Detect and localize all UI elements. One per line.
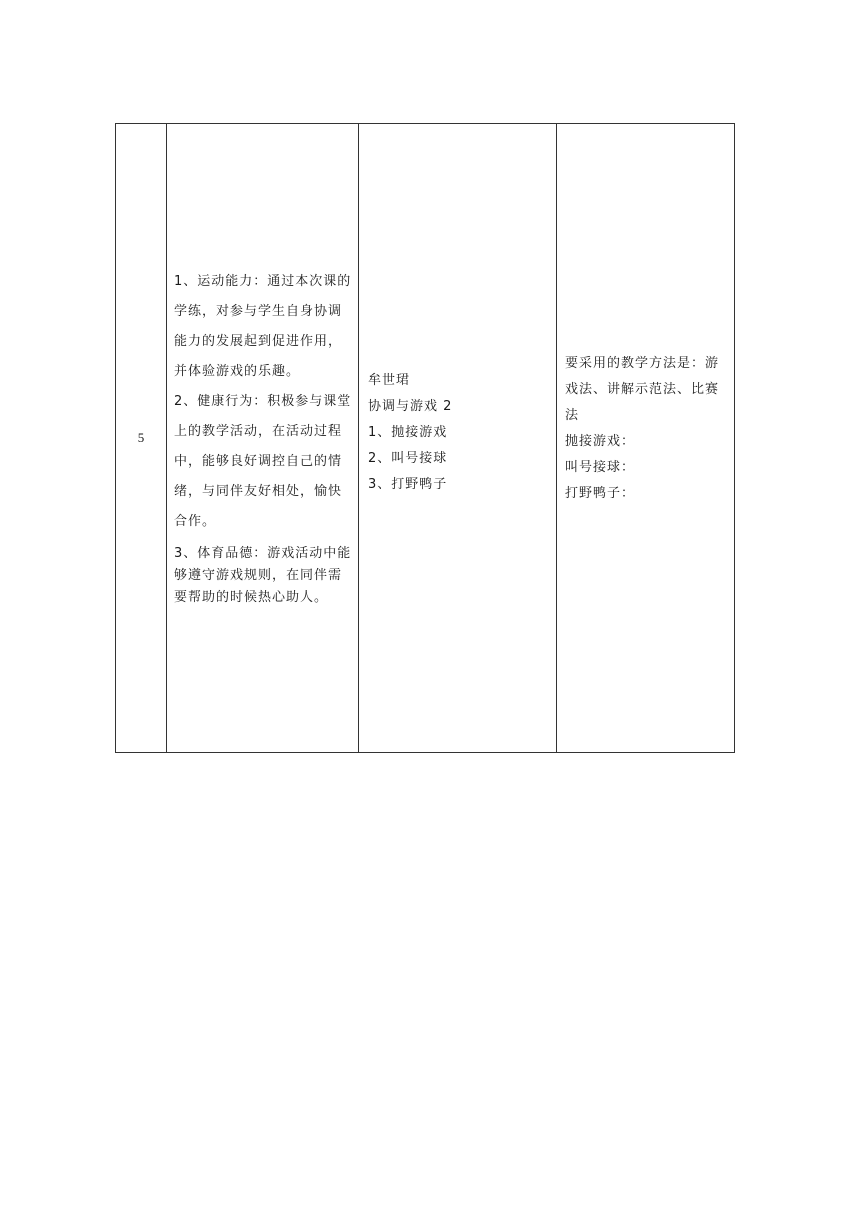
goal-health-behavior: 2、健康行为：积极参与课堂上的教学活动，在活动过程中，能够良好调控自己的情绪，与同伴友好相处，愉快合作。 [174,394,352,529]
method-item: 叫号接球： [565,460,636,475]
method-cell [557,124,735,753]
goals-cell [167,124,359,753]
goal-sports-morality: 3、体育品德：游戏活动中能够遵守游戏规则，在同伴需要帮助的时候热心助人。 [174,546,352,605]
table-row [116,124,735,753]
method-item: 抛接游戏： [565,434,636,449]
content-item: 2、叫号接球 [368,451,448,466]
content-item: 3、打野鸭子 [368,477,448,492]
content-list [368,368,548,498]
content-teacher: 牟世珺 [368,373,411,388]
goal-motor-ability: 1、运动能力：通过本次课的学练，对参与学生自身协调能力的发展起到促进作用，并体验游戏的乐趣。 [174,274,352,379]
row-number: 5 [137,430,145,445]
content-cell [359,124,557,753]
method-list [565,351,728,507]
content-item: 1、抛接游戏 [368,425,448,440]
lesson-plan-table [115,123,735,753]
content-title: 协调与游戏 2 [368,399,453,414]
method-item: 打野鸭子： [565,486,636,501]
method-summary: 要采用的教学方法是：游戏法、讲解示范法、比赛法 [565,356,720,423]
row-number-cell [116,124,167,753]
